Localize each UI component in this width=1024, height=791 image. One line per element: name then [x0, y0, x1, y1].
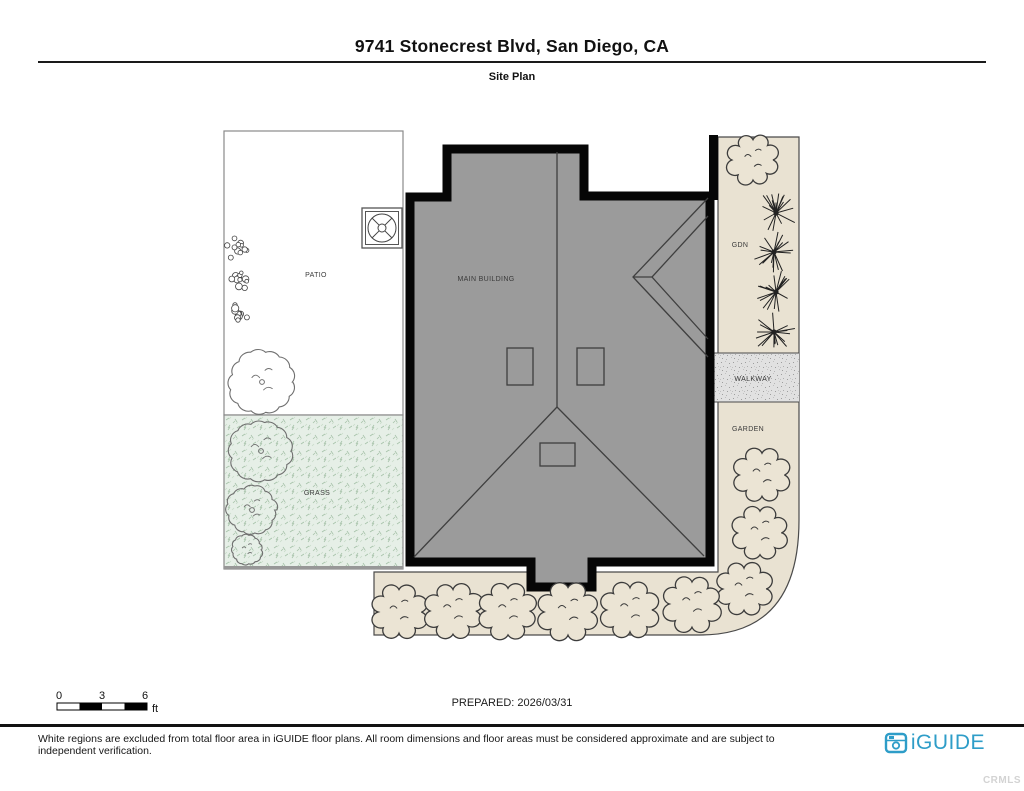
crmls-watermark: CRMLS — [982, 775, 1021, 786]
yucca-center — [773, 210, 778, 215]
grass-label: GRASS — [303, 490, 331, 497]
brand-name: iGUIDE — [910, 731, 985, 754]
footer-divider — [0, 724, 1024, 727]
patio-label: PATIO — [305, 272, 327, 279]
garden-label: GARDEN — [731, 426, 765, 433]
walkway-label: WALKWAY — [734, 376, 772, 383]
spa-icon — [362, 208, 402, 248]
prepared-date: PREPARED: 2026/03/31 — [451, 697, 573, 709]
scale-tick-0: 0 — [55, 690, 63, 702]
scale-tick-3: 3 — [98, 690, 106, 702]
yucca-center — [771, 329, 776, 334]
iguide-logo — [884, 731, 985, 755]
main-building-label: MAIN BUILDING — [457, 276, 515, 283]
page-subtitle: Site Plan — [488, 71, 536, 83]
yucca-center — [771, 249, 776, 254]
page-title: 9741 Stonecrest Blvd, San Diego, CA — [354, 36, 670, 56]
scale-tick-6: 6 — [141, 690, 149, 702]
yucca-center — [773, 289, 778, 294]
scale-unit-label: ft — [152, 703, 159, 715]
footer-disclaimer: White regions are excluded from total floor area in iGUIDE floor plans. All room dimensions and floor areas must be considered approximate and are subject to independent verification. — [38, 733, 775, 757]
gdn-label: GDN — [731, 242, 749, 249]
camera-icon — [884, 732, 908, 754]
main-building-region — [410, 149, 710, 587]
